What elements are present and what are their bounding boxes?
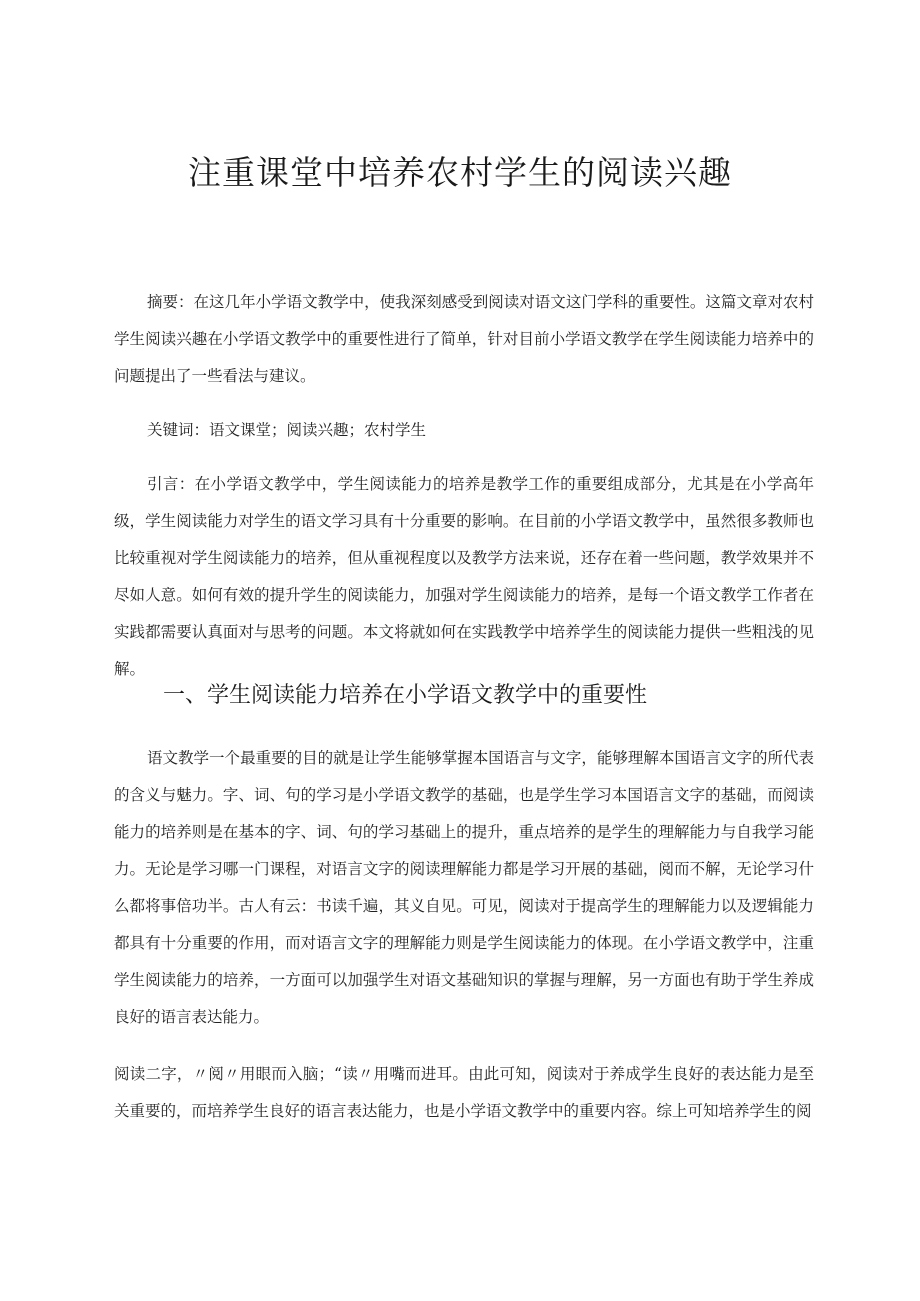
keywords-line: 关键词：语文课堂；阅读兴趣；农村学生 — [147, 421, 427, 439]
body-paragraph: 语文教学一个最重要的目的就是让学生能够掌握本国语言与文字，能够理解本国语言文字的所代表的含义与魅力。字、词、句的学习是小学语文教学的基础，也是学生学习本国语言文字的基础，而阅读能力的培养则是在基本的字、词、句的学习基础上的提升，重点培养的是学生的理解能力与自我学习能力。无论是学习哪一门课程，对语言文字的阅读理解能力都是学习开展的基础，阅而不解，无论学习什么都将事倍功半。古人有云：书读千遍，其义自见。可见，阅读对于提高学生的理解能力以及逻辑能力都具有十分重要的作用，而对语言文字的理解能力则是学生阅读能力的体现。在小学语文教学中，注重学生阅读能力的培养，一方面可以加强学生对语文基础知识的掌握与理解，另一方面也有助于学生养成良好的语言表达能力。 — [114, 749, 814, 1026]
abstract-paragraph: 摘要：在这几年小学语文教学中，使我深刻感受到阅读对语文这门学科的重要性。这篇文章对农村学生阅读兴趣在小学语文教学中的重要性进行了简单，针对目前小学语文教学在学生阅读能力培养中的问题提出了一些看法与建议。 — [114, 293, 814, 385]
body-paragraph: 阅读二字，〃阅〃用眼而入脑；“读〃用嘴而进耳。由此可知，阅读对于养成学生良好的表达能力是至关重要的，而培养学生良好的语言表达能力，也是小学语文教学中的重要内容。综上可知培养学生的阅 — [114, 1065, 814, 1120]
section-heading: 一、学生阅读能力培养在小学语文教学中的重要性 — [163, 683, 648, 708]
intro-paragraph: 引言：在小学语文教学中，学生阅读能力的培养是教学工作的重要组成部分，尤其是在小学高年级，学生阅读能力对学生的语文学习具有十分重要的影响。在目前的小学语文教学中，虽然很多教师也比较重视对学生阅读能力的培养，但从重视程度以及教学方法来说，还存在着一些问题，教学效果并不尽如人意。如何有效的提升学生的阅读能力，加强对学生阅读能力的培养，是每一个语文教学工作者在实践都需要认真面对与思考的问题。本文将就如何在实践教学中培养学生的阅读能力提供一些粗浅的见解。 — [114, 475, 814, 678]
document-title: 注重课堂中培养农村学生的阅读兴趣 — [188, 153, 732, 192]
